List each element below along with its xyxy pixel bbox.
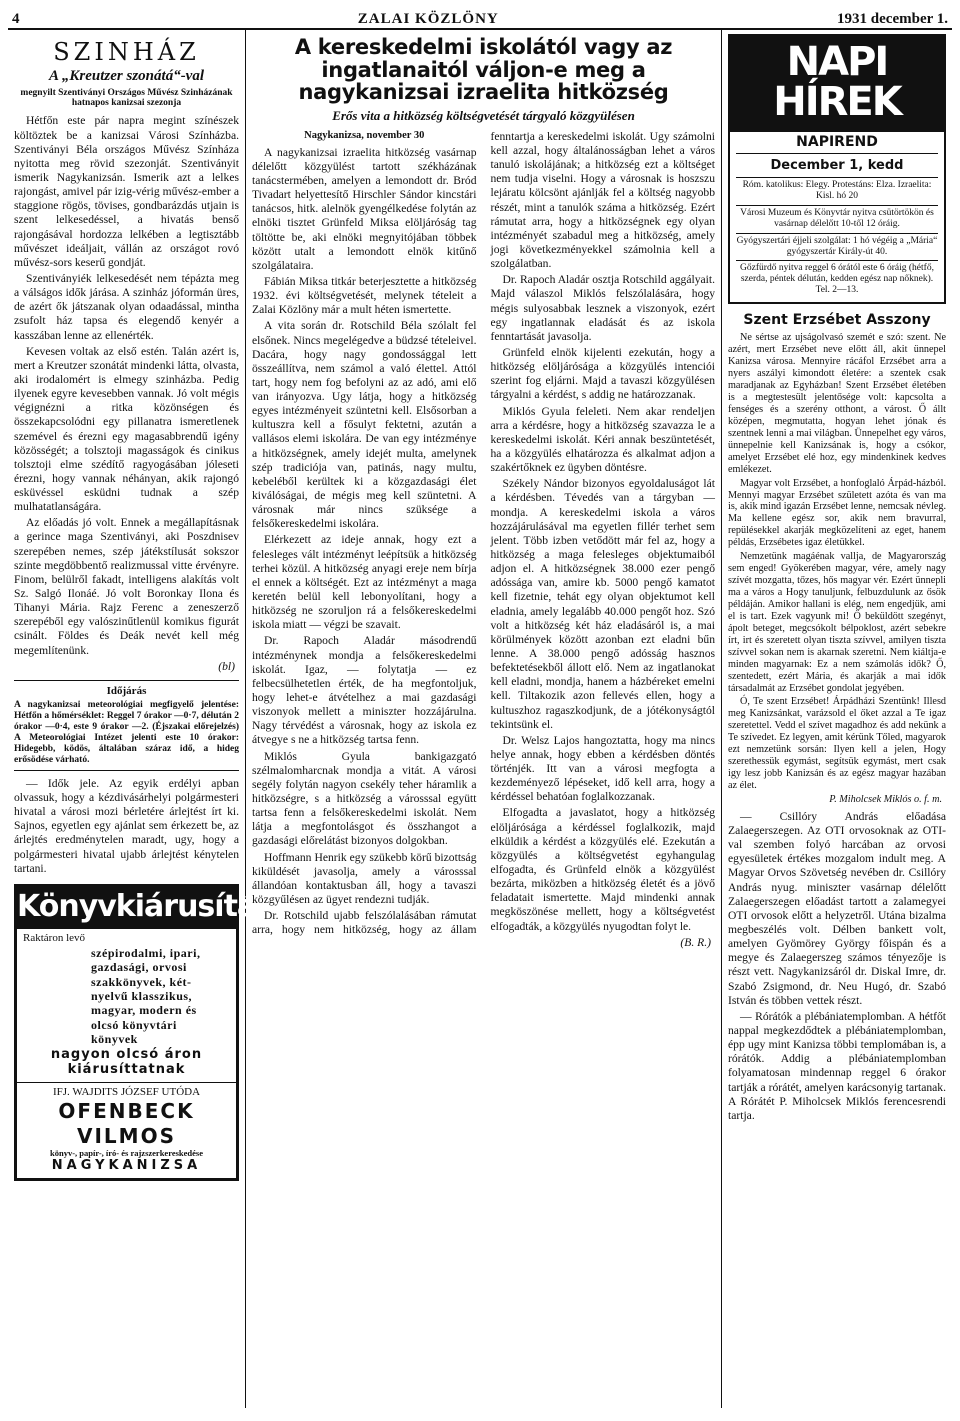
column-daily-news	[722, 30, 952, 1408]
masthead	[8, 6, 952, 30]
theater-article-subtitle: megnyilt Szentiványi Országos Művész Szinházának hatnapos kanizsai szezonja	[20, 87, 233, 109]
agenda-box	[728, 132, 946, 304]
news-item: — Csillóry András előadása Zalaegerszegen. Az OTI orvosoknak az OTI-val szemben folyó harcában az orvosi egyesületek értékes mozgalom indult meg. A Magyar Orvos Szövetség nevében dr. Csillóry András nyug. miniszter vasárnap délelőtt Zalaegerszegen előadást tartott a zalamegyei OTI orvosok előtt a helyzetről. Utána bizalma megbeszélés volt. Délben bankett volt, amelyen Gyömörey György főispán és a megye és Zalaegerszeg számos tényezője is részt vett. Nagykanizsáról dr. Diskal Imre, dr. Szabó Zsigmond, dr. Neu Hugó, dr. Szabó István és többen vettek részt.	[728, 809, 946, 1007]
section-title: SZINHÁZ	[53, 38, 200, 66]
ad-firm: IFJ. WAJDITS JÓZSEF UTÓDA	[17, 1082, 236, 1099]
ad-list	[17, 946, 236, 1047]
theater-paragraph: Hétfőn este pár napra megint színészek költöztek be a kanizsai Városi Színházba. Szentiványi Béla országos Művész Színháza nyitotta meg rövid szezonját. Szentiványit ismerik Nagykanizsán. Ismerik azt a lelkes rajongást, amivel pár izig-vérig művész-ember a staggione rögös, tövises, gondbarázdás utjain is szent lelkesedéssel, a hivatás benső rajongásával hordozza lelkében a legtisztább művészet ideáljait, vállán az országot rovó művész-sors keserű gondját.	[14, 114, 239, 269]
theater-article-title: A „Kreutzer szonátá“-val	[48, 68, 205, 85]
main-paragraph: Miklós Gyula feleleti. Nem akar rendeljen arra a kérdésre, hogy a hitközség szavazza le a kereskedelmi iskolát. Kéri annak beszüntetését, ha a közgyülés elhatározza és alkalmat adjon a szakértőknek ez ügyben döntésre.	[490, 404, 715, 475]
column-theater	[8, 30, 284, 1408]
theater-signature: (bl)	[218, 659, 235, 673]
columns	[8, 30, 952, 1408]
main-article-body	[252, 130, 715, 950]
column-main-article	[246, 30, 722, 1408]
main-headline: A kereskedelmi iskolától vagy az ingatlanaitól váljon-e meg a nagykanizsai izraelita hitközség	[294, 35, 673, 105]
daily-news-banner: NAPI HÍREK	[728, 34, 946, 132]
ad-sale-line: kiárusíttatnak	[67, 1062, 186, 1078]
agenda-item: Gyógyszertári éjjeli szolgálat: 1 hó végéig a „Mária“ gyógyszertár Király-út 40.	[736, 233, 938, 258]
erzsebet-title: Szent Erzsébet Asszony	[743, 312, 931, 329]
main-paragraph: Dr. Rotschild ujabb felszólalásában rámutat arra, hogy nem hitközség, hogy az állam fenntartja a kereskedelmi iskolát. Ugy számolni kell azzal, hogy általánosságban lehet a város tanuló iskolájának; a hitközség ezt a költséget nem tudja viselni. Hogy a városnak is hoszszu lejáratu kölcsönt ajánlják fel a költség nagyobb részét, mint a tanulók száma a hitközség. Ezért rámutat arra, hogy a hitközségnek egy olyan intézményét szabadul meg a hitközség, amely jogi következményekkel számolnia kell a szolgálatban.	[252, 129, 715, 937]
main-paragraph: Dr. Welsz Lajos hangoztatta, hogy ma nincs helye annak, hogy ebben a kérdésben döntés történjék. Itt van a városi megfogta a kezdeményező lépéseket, idő kell arra, hogy a kérdéssel behatóan foglalkozzanak.	[490, 733, 715, 804]
ad-list-line: nyelvű klasszikus,	[91, 988, 193, 1003]
ad-tagline: könyv-, papír-, író- és rajzszerkereskedése	[50, 1147, 203, 1158]
ad-list-line: könyvek	[91, 1032, 138, 1047]
agenda-date: December 1, kedd	[770, 158, 904, 174]
ad-lead: Raktáron levő	[23, 932, 86, 945]
ad-city: NAGYKANIZSA	[51, 1158, 202, 1174]
theater-paragraph: Szentiványiék lelkesedését nem tépázta meg a válságos idők járása. A szinház jóformán üres, de azért ők játszanak olyan odaadással, mintha zsufolt ház tapsa és elegendő kenyér a kasszában lenne az ellenérték.	[14, 271, 239, 342]
main-paragraph: A nagykanizsai izraelita hitközség vasárnap délelőtt közgyülést tartott székházának tanácstermében, amelyen a lemondott dr. Bród Tivadart helyettesítő Hirschler Sándor kincstári tanácsos, hitk. alelnök gyengélkedése folytán az elnöki tisztet Grünfeld Miksa elöljáróság tag töltötte be, aki elnöki megnyitójában többek között utalt a lemondott elnök kitűnő szolgálataira.	[252, 145, 477, 272]
main-paragraph: A vita során dr. Rotschild Béla szólalt fel elsőnek. Nincs megelégedve a büdzsé tételeivel. Dacára, hogy nagy gondossággal lett összeállítva, nem számol a való élettel. Attól tart, hogy nem fog befolyni az az adó, ami elő van irányozva. Ugy látja, hogy a hitközség egyes intézményeit szüntetni kell. Elsősorban a kultuszra kell a fősulyt fektetni, azután a vallásos elemi iskolára. De van egy intézménye a hitközségnek, amely idejét multa, amelynek szép tradiciója van, patinás, nagy multu, kebeléből kerültek ki a közgazdasági élet kiválóságai, de mégis meg kell szüntetni. A városnak már nincs szüksége a felsőkereskedelmi iskolára.	[252, 319, 477, 531]
erzsebet-paragraph: Magyar volt Erzsébet, a honfoglaló Árpád-házból. Mennyi magyar Erzsébet született azóta és van ma is, akik mind igazán Erzsébet lenne, nemcsak névleg. Ma kellene egész sor, akik nem bravurral, repülésekkel akarják megközelíteni az eget, hanem példás, Erzsébetes igaz életükkel.	[728, 477, 946, 549]
short-news-item: — Idők jele. Az egyik erdélyi apban olvassuk, hogy a kézdivásárhelyi polgármesteri hivatal a városi mozi bérletére árlejtést írt ki. Sajnos, egyetlen egy ajánlat sem érkezett be, az árlejtés eredménytelen maradt, ugy, hogy a polgármesteri hivatal ujabb árlejtést kénytelen tartani.	[14, 776, 239, 875]
main-paragraph: Grünfeld elnök kijelenti ezekután, hogy a hitközség elöljárósága a közgyülés intenciói szerint fog eljárni. Majd a tavaszi közgyülésen tárgyalni a kérdést, s addig ne határozzanak.	[490, 345, 715, 402]
paper-name: ZALAI KÖZLÖNY	[357, 11, 499, 27]
theater-paragraph: Kevesen voltak az első estén. Talán azért is, mert a Kreutzer szonátát mindenki látta, olvasta, aki irodalomért is elmegy szinházba. Pedig ilyenek egyre kevesebben vannak. Jó volt mégis végignézni a ritka közönségen és összekapcsolódni egy pillanatra ismeretlenek szemével és érezni egy magasabbrendű igény közösségét; a tolsztoji magasságok és cinikus tolsztoji elme szédítő ragyogásában jóleseti érezni, hogy vannak néhányan, akik rajongó esküvéssel esküdni tudnak a szép mulhatatlanságára.	[14, 344, 239, 514]
ad-owner: OFENBECK VILMOS	[58, 1099, 195, 1148]
main-paragraph: Székely Nándor bizonyos egyoldaluságot lát a kérdésben. Tévedés van a tárgyban — mondja. A kereskedelmi iskola a város hozzájárulásával ma egyetlen fillér terhet sem jelent. Több izben vetődött már fel az, hogy a hitközség a maga felesleges objektumaiból adjon el. A hitközségnek 38.000 ezer pengő adóssága van, amire kb. 5000 pengő kamatot kell fizetnie, tehát egy olyan objektumot kell eladnia, amely legalább 40.000 pengőt hoz. Szó volt a hitközség két ház eladásáról is, a mai körülmények között azonban ezt eladni bűn lenne. A 38.000 pengő adósság hasznos befektetésekből állott elő. Nem az ingatlanokat kell eladni, mondja, hanem a házbéreket emelni kell. Tiltakozik azon fellevés ellen, hogy a kultuszhoz ragaszkodjunk, de a jótékonyságtól tekintsünk el.	[490, 477, 715, 731]
news-item: — Rórátók a plébániatemplomban. A hétfőt nappal megkezdődtek a plébániatemplomban, épp ugy mint Kanizsa többi templomában is, a rórátók. Addig a plébániatemplomban folyamatosan mindennap reggel 6 órakor tartják a rórátét, amelyen karácsonyig tartanak. A Rórátét P. Miholcsek Miklós ferencesrendi tartja.	[728, 1009, 946, 1122]
bookstore-ad	[14, 884, 284, 1181]
weather-title: Időjárás	[14, 680, 239, 698]
agenda-item: Róm. katolikus: Elegy. Protestáns: Elza. Izraelita: Kisl. hó 20	[736, 177, 938, 202]
main-paragraph: Elérkezett az ideje annak, hogy ezt a felesleges vált intézményt leépítsük a hitközség terhei közül. A hitközség anyagi ereje nem bírja el ennek a költségét. Ezt az intézményt a maga keretén belül kell lebonyolítani, hogy a hitközség ne szoruljon rá a felsőkereskedelmi iskola miatt — végzi be szavait.	[252, 533, 477, 632]
dateline: Nagykanizsa, november 30	[304, 129, 425, 141]
main-subheadline: Erős vita a hitközség költségvetését tárgyaló közgyülésen	[332, 108, 635, 124]
ad-list-line: gazdasági, orvosi	[91, 960, 187, 975]
ad-price-line: nagyon olcsó áron	[50, 1046, 203, 1062]
agenda-item: Városi Muzeum és Könyvtár nyitva csütörtökön és vasárnap délelőtt 10-től 12 óráig.	[736, 205, 938, 230]
ad-banner: Könyvkiárusítás.	[17, 887, 236, 930]
main-paragraph: Miklós Gyula bankigazgató szélmalomharcnak mondja a vitát. A városi segély folytán nagyon csekély teher háramlik a hitközségre, s a hitközség a városssal együtt tartsa fenn a felsőkereskedelmi iskolát. Nem látja a megfontolásgot és összhangot a gazdasági előrelátást bizonyos dolgokban.	[252, 749, 477, 848]
agenda-item: Gőzfürdő nyitva reggel 6 órától este 6 óráig (hétfő, szerda, péntek délután, kedden egész nap nőknek). Tel. 2—13.	[736, 260, 938, 296]
erzsebet-paragraph: Nemzetünk magáénak vallja, de Magyarország sem enged! Gyökerében magyar, vére, amely nagy szívét mozgatta, tőzes, hős magyar vér. Ezért ünnepli ma a város a Hogy tanuljunk, felbuzdulunk az ősök példáján. Amikor hallani is elég, nem engedjük, ami el is tart. Ezek vagyunk mi! Ő beküldött szegényt, ápolt beteget, megcsókolt bélpoklost, azért sebekre írt, irt és szeretett olyan tiszta szívvel, amilyen tiszta szívvel sokan nem is akarnak szeretni. Nem kiáltja-e minden magyarnak: Ez a nem számolás idők? Ő, szentedett, ezért Mária, és akarják a mai idők társadalmát az Erzsébet gondolat jegyében.	[728, 551, 946, 694]
main-paragraph: Hoffmann Henrik egy szükebb körű bizottság kiküldését javasolja, amely a városssal állandóan kontaktusban áll, hogy a tavaszi közgyűlésen az ügyet rendezni tudják.	[252, 850, 477, 906]
newspaper-page	[8, 6, 952, 1409]
theater-paragraph: Az előadás jó volt. Ennek a megállapításnak a gerince maga Szentiványi, aki Poszdnisev szerepében nemes, szép játékstílusát sokszor szinte megdöbbentő realizmussal vitte érvényre. Finom, belülről fakadt, intelligens alakítás volt Sz. Salgó Ilonáé. Jó volt Boronkay Ilona és Tihanyi Mária. Rajz Ferenc a zeneszerző szerepéből egy valószinűtlenül komikus figurát csinált. Földes és Deák nevét kell még megemlítenünk.	[14, 516, 239, 657]
agenda-title: NAPIREND	[736, 134, 938, 154]
erzsebet-paragraph: Ó, Te szent Erzsébet! Árpádházi Szentünk! Illesd meg Kanizsánkat, varázsold el őket azzal a Te igaz szeretettel. Vedd el szívet magadhoz és add nekünk a Te szívedet. Ez legyen, amit kérünk Tőled, magyarok ezt nemzetünk sorsán: Ilyen kell a jelen, Hogy szerethessük egymást, segítsük egymást, mert csak igy lesz jobb Kanizsán és az egész magyar hazában az élet.	[728, 696, 946, 791]
main-paragraph: Dr. Rapoch Aladár másodrendű intézménynek mondja a felsőkereskedelmi iskolát. Igaz, — folytatja — ez felbecsülhetetlen érték, de ha megfontoljuk, hogy lehet-e átvételhez a mai gazdasági viszonyok mellett a miniszter hozzájárulna. Nagy térvédést a városnak, hogy az iskola ez átvegye s ne a hitközség tartsa fenn.	[252, 634, 477, 747]
erzsebet-paragraph: Ne sértse az ujságolvasó szemét e szó: szent. Ne azért, mert Erzsébet neve előtt áll, akit ünnepel Kanizsa városa. Mennyire rácáfol Erzsébet arra a nyers aszályi kimondott életére: a szentek csak maradjanak az Egyházban! Szent Erzsébet életében is a megtestesült jelentősége volt: kapcsolta a fenséges és a szerény otthont, a várost. Ő állt középen, megmutatta, hogyan lehet jónak és szentnek lenni a mai világban. Ünnepelhet egy város, ünnepelnie kell Kanizsának is, hogy a csókor, amelyet Erzsébet elé hoz, egy mindenkinek kedves emlékezet.	[728, 332, 946, 475]
ad-list-line: szakkönyvek, két-	[91, 974, 192, 989]
main-paragraph: Fábián Miksa titkár beterjesztette a hitközség 1932. évi költségvetését, melynek tételeit a Zalai Közlöny már a mult héten ismertette.	[252, 274, 477, 317]
main-signature: (B. R.)	[680, 935, 711, 949]
issue-date: 1931 december 1.	[837, 11, 948, 27]
main-paragraph: Dr. Rapoch Aladár osztja Rotschild aggályait. Majd válaszol Miklós felszólalására, hogy mégis sulyosabbak lesznek a viszonyok, ezért egy ingatlannak eladását és az iskola fenntartását javasolja.	[490, 273, 715, 343]
ad-list-line: magyar, modern és	[91, 1003, 197, 1018]
page-number: 4	[12, 11, 20, 27]
erzsebet-signature: P. Miholcsek Miklós o. f. m.	[829, 793, 942, 805]
ad-list-line: szépirodalmi, ipari,	[91, 945, 201, 960]
weather-report: A nagykanizsai meteorológiai megfigyelő jelentése: Hétfőn a hőmérséklet: Reggel 7 órakor —0·7, délután 2 órakor —0·4, este 9 órakor —2. (Éjszakai előrejelzés) A Meteorológiai Intézet jelenti este 10 órakor: Hidegebb, ködös, általában száraz idő, a hideg erősödése várható.	[14, 700, 239, 771]
ad-list-line: olcsó könyvtári	[91, 1017, 177, 1032]
main-paragraph: Elfogadta a javaslatot, hogy a hitközség elöljárósága a kérdéssel foglalkozik, majd elküldik a kérdést a közgyülés elé. Ezekután a közgyülés a költségvetést egyhangulag elfogadta, és Grünfeld elnök a közgyülést bezárta, miközben a hitközség életét és a jövő feladatait ismertette. Majd mindenki annak megköszönése mellett, hogy a költségvetést elfogadták, a közgyülés nyugodtan folyt le.	[490, 806, 715, 933]
